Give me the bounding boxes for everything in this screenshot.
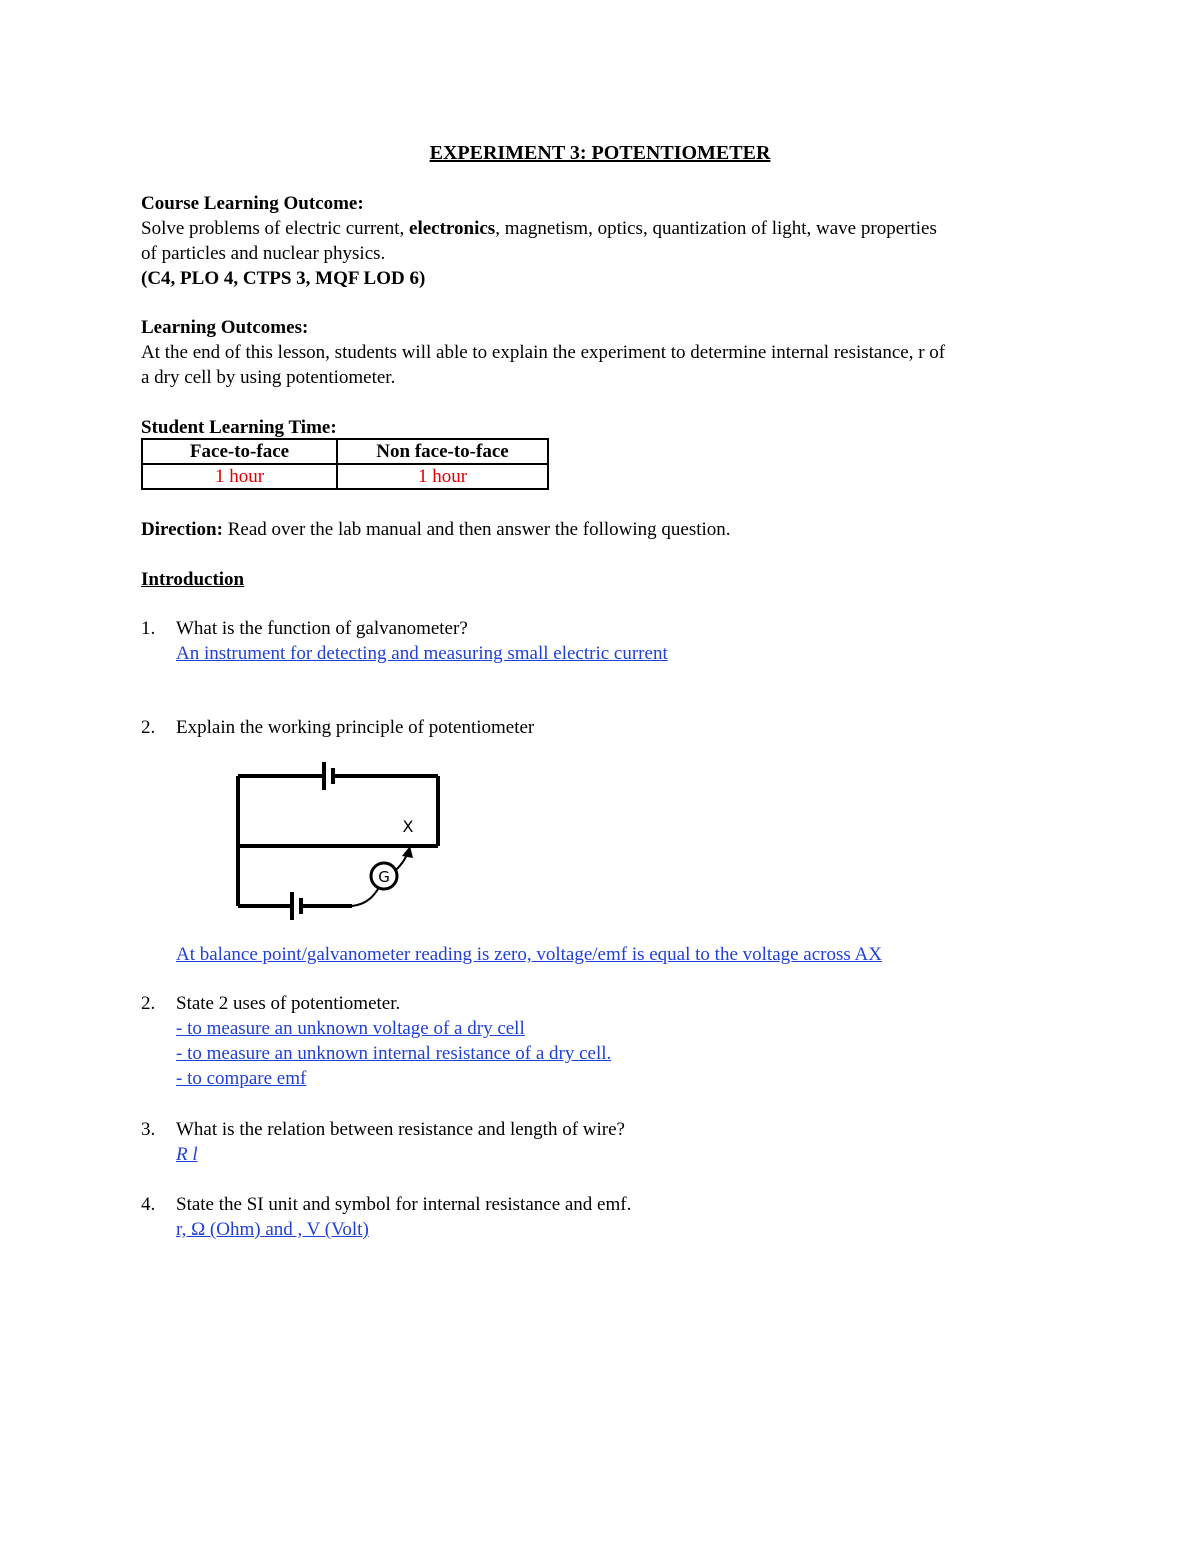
answer-text: - to measure an unknown voltage of a dry cell — [176, 1018, 525, 1039]
answer-text: At balance point/galvanometer reading is zero, voltage/emf is equal to the voltage across AX — [176, 944, 882, 965]
learning-outcomes-heading: Learning Outcomes: — [141, 317, 309, 338]
question-text: Explain the working principle of potentiometer — [176, 717, 535, 738]
learning-time-heading: Student Learning Time: — [141, 417, 337, 438]
course-outcome-heading: Course Learning Outcome: — [141, 193, 364, 214]
learning-outcomes-line-2: a dry cell by using potentiometer. — [141, 367, 396, 388]
test-cell-icon — [292, 892, 301, 920]
galvanometer-label: G — [378, 868, 390, 886]
table-row — [142, 464, 548, 489]
question-text: What is the function of galvanometer? — [176, 618, 468, 639]
question-number: 2. — [141, 717, 156, 738]
course-outcome-text-b: , magnetism, optics, quantization of light, wave properties — [495, 218, 937, 239]
direction-label: Direction: — [141, 519, 223, 540]
learning-outcomes-line-1: At the end of this lesson, students will able to explain the experiment to determine internal resistance, r of — [141, 342, 946, 363]
answer-text: - to measure an unknown internal resistance of a dry cell. — [176, 1043, 612, 1064]
direction — [141, 517, 731, 542]
question-number: 4. — [141, 1194, 156, 1215]
table-header-cell: Non face-to-face — [337, 439, 548, 464]
course-outcome-codes: (C4, PLO 4, CTPS 3, MQF LOD 6) — [141, 268, 426, 289]
course-outcome-text-a: Solve problems of electric current, — [141, 218, 410, 239]
jockey-wire — [352, 886, 380, 906]
learning-time-table — [141, 438, 549, 490]
table-header-row — [142, 439, 548, 464]
table-header-cell: Face-to-face — [142, 439, 337, 464]
question-number: 1. — [141, 618, 156, 639]
introduction-heading: Introduction — [141, 569, 245, 590]
potentiometer-circuit-diagram — [230, 760, 460, 930]
course-outcome-line-1 — [141, 216, 937, 241]
answer-text: r, Ω (Ohm) and , V (Volt) — [176, 1219, 369, 1240]
answer-text: An instrument for detecting and measuring small electric current — [176, 643, 668, 664]
question-text: What is the relation between resistance and length of wire? — [176, 1119, 625, 1140]
question-text: State 2 uses of potentiometer. — [176, 993, 401, 1014]
course-outcome-bold: electronics — [409, 218, 496, 239]
table-cell: 1 hour — [142, 464, 337, 489]
direction-text: Read over the lab manual and then answer the following question. — [222, 519, 731, 540]
page-title: EXPERIMENT 3: POTENTIOMETER — [429, 142, 771, 164]
question-text: State the SI unit and symbol for internal resistance and emf. — [176, 1194, 632, 1215]
answer-text: - to compare emf — [176, 1068, 307, 1089]
question-number: 3. — [141, 1119, 156, 1140]
circuit-wires — [238, 776, 438, 906]
driver-cell-icon — [324, 762, 333, 790]
table-cell: 1 hour — [337, 464, 548, 489]
course-outcome-line-2: of particles and nuclear physics. — [141, 243, 386, 264]
question-number: 2. — [141, 993, 156, 1014]
answer-text: R l — [176, 1144, 198, 1165]
point-x-label: X — [402, 817, 414, 836]
